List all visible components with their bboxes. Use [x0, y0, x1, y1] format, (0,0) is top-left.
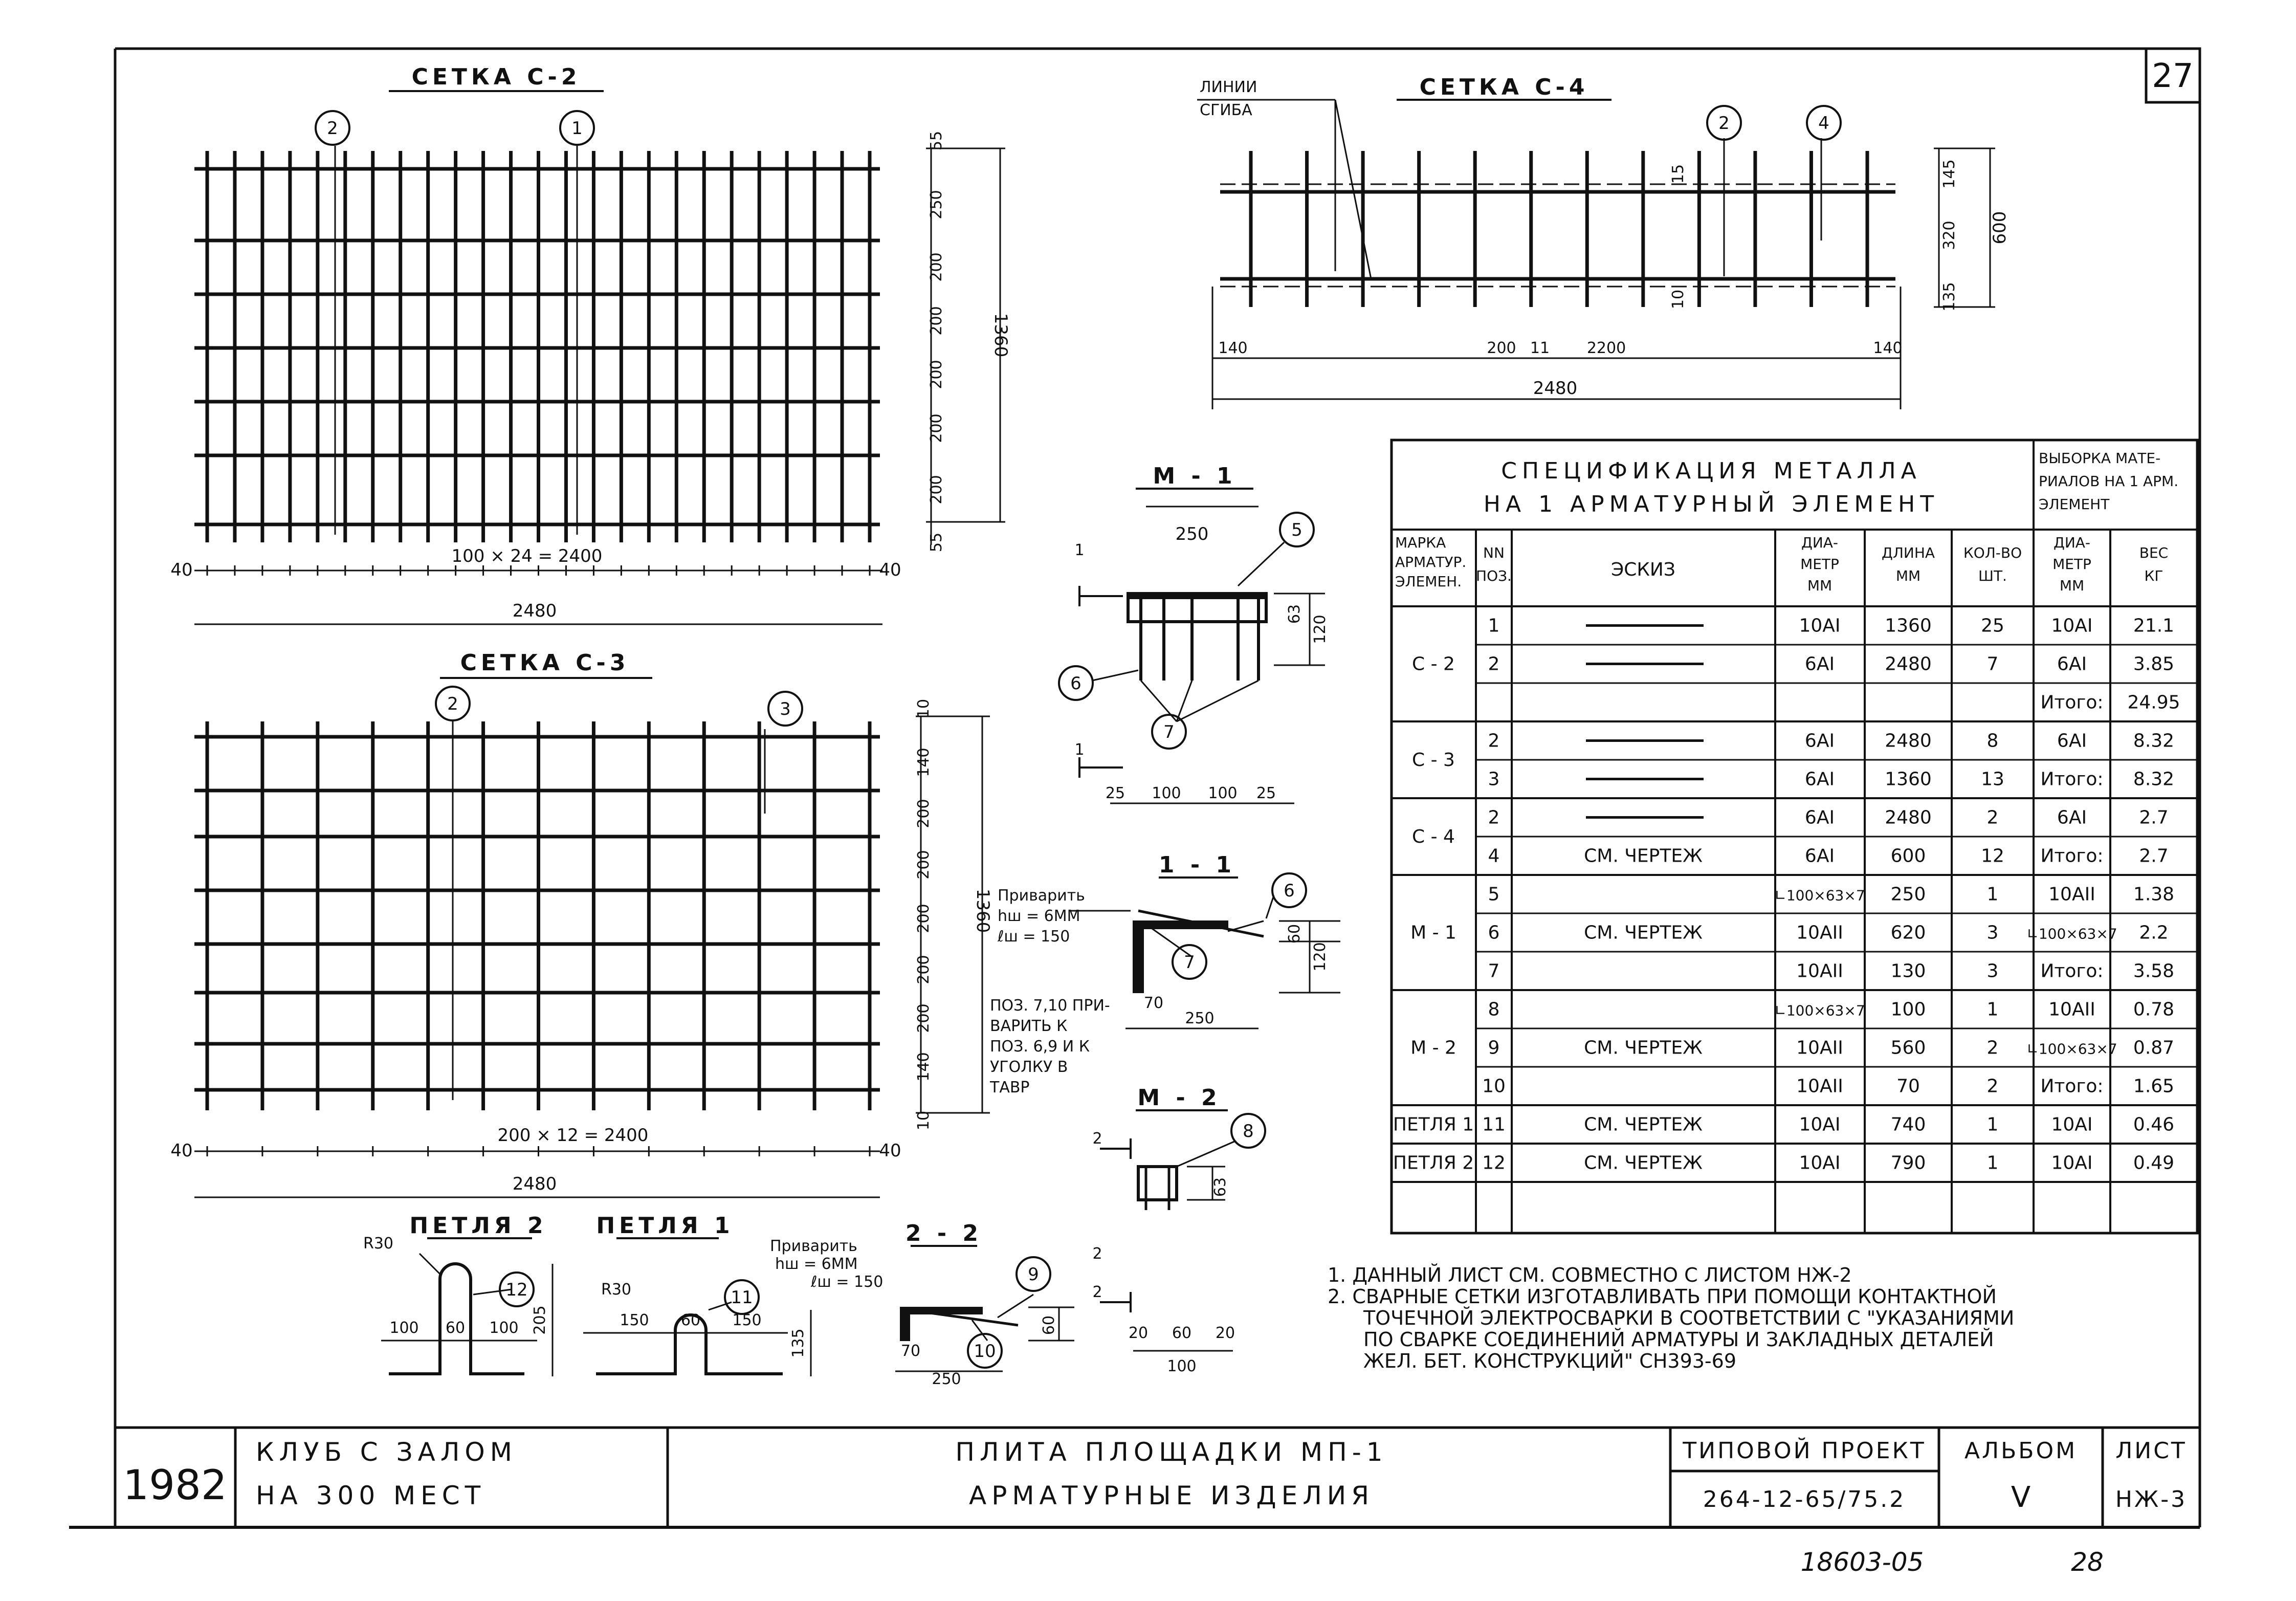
s4-bend-leader-2 [1335, 100, 1371, 279]
note-line: 1. ДАННЫЙ ЛИСТ СМ. СОВМЕСТНО С ЛИСТОМ НЖ-2 [1328, 1264, 1852, 1286]
spec-cell-pos: 8 [1488, 999, 1500, 1020]
spec-col-mark: ЭЛЕМЕН. [1395, 573, 1462, 590]
tb-sheet-label: ЛИСТ [2115, 1438, 2187, 1464]
spec-col-pos: ПОЗ. [1476, 567, 1512, 584]
spec-col-diam: ММ [1807, 577, 1833, 594]
s2-dim-edge-right: 40 [879, 560, 901, 580]
spec-col-weight: КГ [2144, 567, 2163, 584]
spec-cell-qty: 3 [1986, 960, 1999, 982]
spec-cell-sdiam: 10АI [2051, 1114, 2093, 1135]
s3-dim-right-item: 200 [915, 904, 933, 933]
spec-cell-len: 70 [1896, 1076, 1920, 1097]
s4-dim-140-right: 140 [1873, 339, 1903, 357]
s2-dim-bottom-2: 2480 [512, 601, 557, 621]
spec-cell-qty: 7 [1986, 653, 1999, 675]
notes [1328, 1264, 2014, 1372]
spec-col-weight: ВЕС [2139, 544, 2169, 561]
spec-cell-weight: 24.95 [2127, 692, 2180, 713]
s4-pos2-label: 2 [1718, 113, 1730, 134]
section11-title: 1 - 1 [1158, 852, 1236, 878]
spec-cell-pos: 11 [1482, 1114, 1506, 1135]
tb-project-2: НА 300 МЕСТ [256, 1481, 486, 1510]
loop1-pos-label: 11 [731, 1287, 753, 1308]
section11-dim-60: 60 [1286, 924, 1304, 944]
m1-pos7-label: 7 [1163, 722, 1175, 742]
m1-cut-mark-bottom: 1 [1074, 741, 1085, 759]
loop2-drawing [381, 1254, 553, 1376]
s2-dim-55-bottom: 55 [928, 532, 945, 553]
spec-cell-diam: 10АI [1799, 1114, 1841, 1135]
s3-pos3-label: 3 [780, 699, 791, 719]
spec-col-len: ММ [1895, 567, 1921, 584]
section11-note-line: ТАВР [990, 1079, 1030, 1096]
s4-dim-11: 11 [1530, 339, 1550, 357]
note-line: ТОЧЕЧНОЙ ЭЛЕКТРОСВАРКИ В СООТВЕТСТВИИ С "УКАЗАНИЯМИ [1363, 1307, 2015, 1329]
spec-cell-sdiam: Итого: [2040, 692, 2104, 713]
spec-cell-weight: 0.46 [2133, 1114, 2175, 1135]
m2-dim-100: 100 [1167, 1357, 1197, 1375]
section11-dim-70: 70 [1143, 994, 1164, 1012]
spec-cell-sdiam: 6АI [2057, 653, 2087, 675]
s3-dim-10-top: 10 [915, 698, 933, 719]
s3-dim-10-bottom: 10 [915, 1110, 933, 1131]
spec-cell-sdiam: 10АII [2048, 884, 2095, 905]
s2-pos2-label: 2 [327, 118, 338, 139]
section22-weld-3: ℓш = 150 [811, 1273, 884, 1291]
s2-dim-55-top: 55 [928, 130, 945, 151]
section11-weld-1: Приварить [998, 887, 1085, 905]
spec-title-1: СПЕЦИФИКАЦИЯ МЕТАЛЛА [1501, 458, 1922, 484]
section22-dim-60: 60 [1040, 1315, 1058, 1335]
tb-album-value: V [2011, 1481, 2031, 1514]
spec-cell-weight: 3.58 [2133, 960, 2175, 982]
spec-cell-qty: 3 [1986, 922, 1999, 944]
loop2-radius: R30 [363, 1235, 394, 1253]
spec-cell-weight: 2.7 [2139, 807, 2169, 828]
s4-dim-145: 145 [1940, 159, 1958, 189]
spec-cell-sdiam: 6АI [2057, 730, 2087, 752]
spec-cell-pos: 5 [1488, 884, 1500, 905]
s2-dim-right-item: 200 [928, 306, 945, 336]
m2-dim-63: 63 [1211, 1177, 1229, 1197]
m1-dim-25-right: 25 [1256, 784, 1276, 802]
spec-title-2: НА 1 АРМАТУРНЫЙ ЭЛЕМЕНТ [1483, 491, 1939, 517]
s4-dim-10: 10 [1669, 289, 1687, 310]
spec-cell-sketch-group: СМ. ЧЕРТЕЖ [1584, 1037, 1703, 1059]
m1-pos6-label: 6 [1070, 673, 1081, 694]
tb-drawing-1: ПЛИТА ПЛОЩАДКИ МП-1 [955, 1437, 1388, 1467]
spec-cell-qty: 1 [1986, 884, 1999, 905]
s2-dim-right-item: 200 [928, 413, 945, 443]
s2-dim-right-item: 200 [928, 252, 945, 282]
spec-cell-diam: 6АI [1804, 653, 1835, 675]
section11-weld-2: hш = 6ММ [998, 907, 1080, 925]
loop1-radius: R30 [601, 1281, 632, 1299]
spec-cell-weight: 8.32 [2133, 769, 2175, 790]
spec-cell-diam: 10АI [1799, 615, 1841, 637]
s4-dim-15: 15 [1669, 164, 1687, 184]
s4-title: СЕТКА С-4 [1419, 74, 1589, 100]
spec-cell-weight: 2.2 [2139, 922, 2169, 944]
s2-dim-right-item: 250 [928, 190, 945, 220]
spec-cell-diam: 10АII [1796, 1076, 1843, 1097]
spec-cell-pos: 2 [1488, 653, 1500, 675]
s2-dim-bottom-1: 100 × 24 = 2400 [451, 546, 603, 566]
s2-dim-right-item: 200 [928, 475, 945, 505]
s2-title: СЕТКА С-2 [411, 64, 581, 90]
section22-pos9-label: 9 [1028, 1264, 1039, 1285]
spec-cell-diam: 6АI [1804, 807, 1835, 828]
m1-dim-63: 63 [1286, 604, 1304, 624]
spec-cell-pos: 10 [1482, 1076, 1506, 1097]
spec-cell-sdiam: Итого: [2040, 769, 2104, 790]
spec-cell-len: 740 [1890, 1114, 1926, 1135]
s3-dim-right-item: 200 [915, 955, 933, 984]
s3-dim-right-item: 140 [915, 1052, 933, 1082]
s4-dim-135: 135 [1940, 282, 1958, 312]
m1-dim-120: 120 [1311, 615, 1329, 644]
m2-dim-20-left: 20 [1128, 1324, 1149, 1342]
spec-col-pos: NN [1483, 544, 1505, 561]
spec-col-diam: ДИА- [1801, 534, 1839, 551]
section22-dim-250: 250 [932, 1370, 961, 1388]
m1-pos5-label: 5 [1291, 520, 1302, 540]
section22-cut-mark: 2 [1092, 1245, 1102, 1263]
section22-dim-70: 70 [900, 1342, 921, 1360]
s4-dim-320: 320 [1940, 221, 1958, 250]
spec-cell-diam: 6АI [1804, 845, 1835, 867]
s4-pos4-label: 4 [1818, 113, 1829, 134]
spec-cell-qty: 2 [1986, 807, 1999, 828]
spec-cell-qty: 8 [1986, 730, 1999, 752]
s3-pos2-label: 2 [447, 694, 458, 714]
s4-dim-200: 200 [1487, 339, 1516, 357]
spec-cell-qty: 25 [1981, 615, 2004, 637]
spec-cell-pos: 6 [1488, 922, 1500, 944]
m1-dim-250: 250 [1175, 524, 1209, 544]
spec-selection-title-line: РИАЛОВ НА 1 АРМ. [2039, 473, 2179, 490]
spec-cell-diam: 10АI [1799, 1152, 1841, 1174]
spec-cell-qty: 2 [1986, 1037, 1999, 1059]
section11-weld-3: ℓш = 150 [998, 928, 1070, 946]
spec-cell-qty: 1 [1986, 1152, 1999, 1174]
spec-cell-diam: 10АII [1796, 960, 1843, 982]
spec-col-sdiam: ДИА- [2053, 534, 2091, 551]
spec-cell-sdiam: Итого: [2040, 960, 2104, 982]
m2-cut-mark-top: 2 [1092, 1130, 1102, 1148]
s4-dim-600: 600 [1990, 211, 2010, 245]
s3-dim-edge-left: 40 [170, 1141, 193, 1161]
spec-cell-len: 250 [1890, 884, 1926, 905]
spec-cell-sdiam: ∟100×63×7 [2026, 1040, 2117, 1058]
section22-pos10-label: 10 [974, 1341, 996, 1362]
spec-cell-pos: 1 [1488, 615, 1500, 637]
m2-cut-mark-bottom: 2 [1092, 1283, 1102, 1301]
s4-bend-label-1: ЛИНИИ [1200, 78, 1257, 96]
spec-cell-len: 100 [1890, 999, 1926, 1020]
spec-cell-weight: 21.1 [2133, 615, 2175, 637]
section11-note-line: ПОЗ. 6,9 И К [990, 1038, 1090, 1056]
section11-note-line: ПОЗ. 7,10 ПРИ- [990, 997, 1110, 1015]
spec-cell-len: 2480 [1885, 653, 1932, 675]
spec-cell-mark: ПЕТЛЯ 1 [1393, 1114, 1474, 1135]
note-line: 2. СВАРНЫЕ СЕТКИ ИЗГОТАВЛИВАТЬ ПРИ ПОМОЩИ КОНТАКТНОЙ [1328, 1285, 1997, 1308]
spec-cell-sketch: СМ. ЧЕРТЕЖ [1584, 1152, 1703, 1174]
section11-dim-120: 120 [1311, 942, 1329, 972]
loop2-dim-left: 100 [389, 1319, 419, 1337]
spec-cell-mark: М - 1 [1410, 922, 1456, 944]
spec-cell-len: 1360 [1885, 769, 1932, 790]
spec-cell-diam: 6АI [1804, 769, 1835, 790]
section22-weld-2: hш = 6ММ [775, 1255, 858, 1273]
spec-col-sdiam: МЕТР [2052, 556, 2091, 573]
spec-cell-mark: С - 2 [1412, 653, 1455, 675]
spec-cell-len: 2480 [1885, 730, 1932, 752]
s2-pos1-label: 1 [571, 118, 583, 139]
s3-dim-total: 1360 [973, 888, 993, 933]
grid-s2 [194, 151, 880, 542]
tb-album-label: АЛЬБОМ [1964, 1438, 2078, 1464]
tb-project-1: КЛУБ С ЗАЛОМ [256, 1437, 517, 1467]
loop2-title: ПЕТЛЯ 2 [409, 1213, 547, 1239]
spec-cell-weight: 3.85 [2133, 653, 2175, 675]
note-line: ПО СВАРКЕ СОЕДИНЕНИЙ АРМАТУРЫ И ЗАКЛАДНЫХ ДЕТАЛЕЙ [1363, 1328, 1994, 1351]
spec-selection-title-line: ВЫБОРКА МАТЕ- [2039, 450, 2161, 467]
spec-cell-diam: 10АII [1796, 1037, 1843, 1059]
m2-dim-60: 60 [1172, 1324, 1192, 1342]
spec-cell-sdiam: 10АII [2048, 999, 2095, 1020]
tb-sheet-value: НЖ-3 [2115, 1486, 2188, 1512]
footer-page: 28 [2071, 1547, 2104, 1577]
spec-cell-mark: С - 3 [1412, 750, 1455, 771]
loop2-dim-mid: 60 [445, 1319, 466, 1337]
s3-dim-bottom-1: 200 × 12 = 2400 [497, 1125, 649, 1146]
spec-cell-len: 1360 [1885, 615, 1932, 637]
loop1-dim-right: 150 [732, 1311, 762, 1329]
spec-cell-diam: 6АI [1804, 730, 1835, 752]
section11-note-line: УГОЛКУ В [990, 1058, 1068, 1076]
spec-cell-sketch: СМ. ЧЕРТЕЖ [1584, 1114, 1703, 1135]
spec-cell-weight: 0.78 [2133, 999, 2175, 1020]
spec-cell-weight: 1.65 [2133, 1076, 2175, 1097]
m2-title: М - 2 [1137, 1085, 1221, 1111]
spec-cell-diam: 10АII [1796, 922, 1843, 944]
section11-note [989, 997, 1110, 1096]
spec-cell-len: 560 [1890, 1037, 1926, 1059]
s3-title: СЕТКА С-3 [460, 650, 630, 676]
spec-cell-qty: 12 [1981, 845, 2004, 867]
spec-cell-pos: 7 [1488, 960, 1500, 982]
spec-selection-title-line: ЭЛЕМЕНТ [2039, 496, 2110, 513]
tb-drawing-2: АРМАТУРНЫЕ ИЗДЕЛИЯ [969, 1481, 1374, 1510]
spec-cell-len: 790 [1890, 1152, 1926, 1174]
s4-dim-total: 2480 [1533, 378, 1578, 399]
grid-s3 [194, 721, 880, 1110]
spec-cell-pos: 4 [1488, 845, 1500, 867]
loop1-dim-left: 150 [620, 1311, 649, 1329]
spec-cell-len: 600 [1890, 845, 1926, 867]
spec-cell-sdiam: 10АI [2051, 615, 2093, 637]
spec-cell-len: 2480 [1885, 807, 1932, 828]
s4-dim-140-left: 140 [1218, 339, 1248, 357]
spec-cell-mark: М - 2 [1410, 1037, 1456, 1059]
tb-typical-label: ТИПОВОЙ ПРОЕКТ [1683, 1438, 1926, 1464]
section11-note-line: ВАРИТЬ К [990, 1017, 1068, 1035]
spec-cell-sdiam: ∟100×63×7 [2026, 925, 2117, 942]
s2-dim-total: 1360 [990, 313, 1011, 358]
s2-dim-right-item: 200 [928, 360, 945, 389]
grid-s4 [1220, 151, 1895, 310]
spec-cell-sketch-group: СМ. ЧЕРТЕЖ [1584, 922, 1703, 944]
note-line: ЖЕЛ. БЕТ. КОНСТРУКЦИЙ" СН393-69 [1363, 1350, 1736, 1372]
section11-pos6-label: 6 [1284, 881, 1295, 901]
section22-weld-1: Приварить [770, 1237, 857, 1255]
spec-cell-pos: 9 [1488, 1037, 1500, 1059]
tb-year: 1982 [123, 1461, 227, 1509]
loop2-dim-right: 100 [489, 1319, 519, 1337]
s3-dim-right-item: 200 [915, 799, 933, 828]
spec-cell-sdiam: 10АI [2051, 1152, 2093, 1174]
spec-cell-diam: ∟100×63×7 [1774, 1002, 1865, 1019]
s4-bend-label-2: СГИБА [1200, 101, 1252, 119]
s3-dim-right-item: 200 [915, 850, 933, 880]
s3-dim-right-item: 200 [915, 1003, 933, 1033]
loop2-height: 205 [531, 1305, 549, 1335]
section11-dim-250: 250 [1185, 1010, 1215, 1027]
spec-cell-pos: 3 [1488, 769, 1500, 790]
spec-cell-qty: 1 [1986, 1114, 1999, 1135]
m1-dim-100-b: 100 [1208, 784, 1238, 802]
spec-col-qty: КОЛ-ВО [1963, 544, 2022, 561]
spec-col-sketch: ЭСКИЗ [1611, 559, 1675, 580]
m2-dim-20-right: 20 [1215, 1324, 1235, 1342]
spec-cell-sdiam: Итого: [2040, 845, 2104, 867]
loop1-title: ПЕТЛЯ 1 [596, 1213, 734, 1239]
section11-pos7-label: 7 [1184, 952, 1195, 973]
spec-cell-qty: 1 [1986, 999, 1999, 1020]
spec-cell-len: 620 [1890, 922, 1926, 944]
spec-cell-pos: 12 [1482, 1152, 1506, 1174]
spec-cell-weight: 1.38 [2133, 884, 2175, 905]
spec-cell-weight: 2.7 [2139, 845, 2169, 867]
spec-cell-pos: 2 [1488, 730, 1500, 752]
spec-col-mark: МАРКА [1395, 534, 1446, 551]
loop1-height: 135 [789, 1328, 807, 1358]
spec-cell-qty: 13 [1981, 769, 2004, 790]
m2-pos8-label: 8 [1243, 1121, 1254, 1142]
s3-dim-bottom-2: 2480 [512, 1174, 557, 1194]
spec-cell-diam: ∟100×63×7 [1774, 887, 1865, 904]
m1-dim-100-a: 100 [1152, 784, 1181, 802]
loop1-dim-mid: 60 [680, 1311, 701, 1329]
spec-cell-weight: 0.49 [2133, 1152, 2175, 1174]
spec-col-diam: МЕТР [1800, 556, 1839, 573]
tb-typical-value: 264-12-65/75.2 [1703, 1486, 1906, 1512]
footer-inventory: 18603-05 [1800, 1547, 1924, 1577]
s4-dim-2200: 2200 [1586, 339, 1626, 357]
s2-dim-edge-left: 40 [170, 560, 193, 580]
m2-drawing [1100, 1138, 1235, 1351]
spec-cell-weight: 8.32 [2133, 730, 2175, 752]
loop2-pos-label: 12 [505, 1280, 528, 1300]
spec-cell-pos: 2 [1488, 807, 1500, 828]
spec-cell-len: 130 [1890, 960, 1926, 982]
m1-title: М - 1 [1153, 463, 1237, 489]
m1-dim-25-left: 25 [1105, 784, 1125, 802]
spec-col-mark: АРМАТУР. [1395, 554, 1467, 571]
s3-dim-right-item: 140 [915, 748, 933, 777]
sheet-number: 27 [2152, 57, 2194, 95]
spec-cell-mark: ПЕТЛЯ 2 [1393, 1152, 1474, 1174]
spec-cell-mark: С - 4 [1412, 826, 1455, 847]
spec-cell-sketch: СМ. ЧЕРТЕЖ [1584, 845, 1703, 867]
s3-dim-edge-right: 40 [879, 1141, 901, 1161]
spec-cell-qty: 2 [1986, 1076, 1999, 1097]
spec-cell-sdiam: 6АI [2057, 807, 2087, 828]
spec-cell-sdiam: Итого: [2040, 1076, 2104, 1097]
spec-col-sdiam: ММ [2059, 577, 2085, 594]
m1-drawing [1079, 507, 1325, 803]
section22-title: 2 - 2 [905, 1220, 983, 1246]
spec-col-qty: ШТ. [1978, 567, 2007, 584]
spec-cell-weight: 0.87 [2133, 1037, 2175, 1059]
m1-cut-mark-top: 1 [1074, 541, 1085, 559]
spec-col-len: ДЛИНА [1881, 544, 1935, 561]
